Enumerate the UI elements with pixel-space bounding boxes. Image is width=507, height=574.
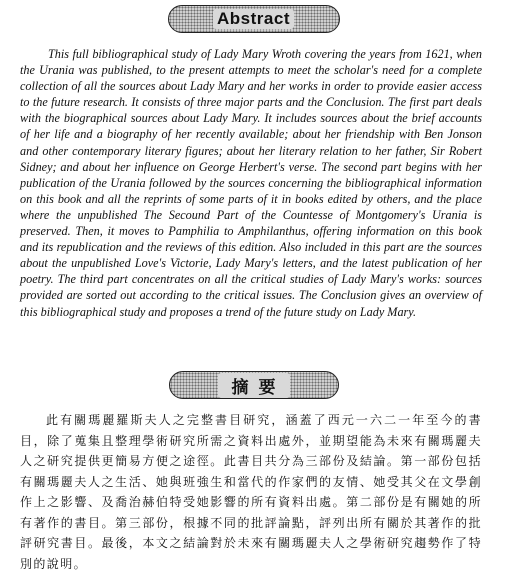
- chinese-summary-heading-banner: [169, 371, 339, 399]
- chinese-summary-heading: 摘要: [218, 373, 290, 398]
- abstract-heading: Abstract: [213, 9, 294, 29]
- abstract-english-paragraph: This full bibliographical study of Lady Mary Wroth covering the years from 1621, when the Urania was published, to the present attempts to meet the scholar's need for a complete collection of all the sources about Lady Mary and her works in order to provide easier access to the future research. It consists of three major parts and the Conclusion. The first part deals with the biographical sources about Lady Mary. It includes sources about the brief accounts of her life and a biography of her recently available; about her friendship with Ben Jonson and other contemporary literary figures; about her literary relation to her father, Sir Robert Sidney; and about her influence on George Herbert's verse. The second part begins with her publication of the Urania followed by the sources concerning the bibliographical information on this book and all the reprints of some parts of it in books edited by others, and the place where the unpublished The Secound Part of the Countesse of Montgomery's Urania is preserved. Then, it moves to Pamphilia to Amphilanthus, offering information on this book and its republication and the reviews of this edition. Also included in this part are the sources about the unpublished Love's Victorie, Lady Mary's letters, and the latest publication of her poetry. The third part concentrates on all the critical studies of Lady Mary's works: sources provided are sorted out according to the critical issues. The Conclusion gives an overview of this bibliographical study and proposes a trend of the future study on Lady Mary.: [20, 47, 482, 319]
- chinese-summary-paragraph: 此有關瑪麗羅斯夫人之完整書目研究，涵蓋了西元一六二一年至今的書目，除了蒐集且整理學術研究所需之資料出處外，並期望能為未來有關瑪麗夫人之研究提供更簡易方便之途徑。此書目共分為三部份及結論。第一部份包括有關瑪麗夫人之生活、她與班強生和當代的作家們的友情、她受其父在文學創作上之影響、及喬治赫伯特受她影響的所有資料出處。第二部份是有關她的所有著作的書目。第三部份，根據不同的批評論點，評列出所有關於其著作的批評研究書目。最後，本文之結論對於未來有關瑪麗夫人之學術研究趨勢作了特別的說明。: [20, 413, 482, 571]
- abstract-heading-banner: [168, 5, 340, 33]
